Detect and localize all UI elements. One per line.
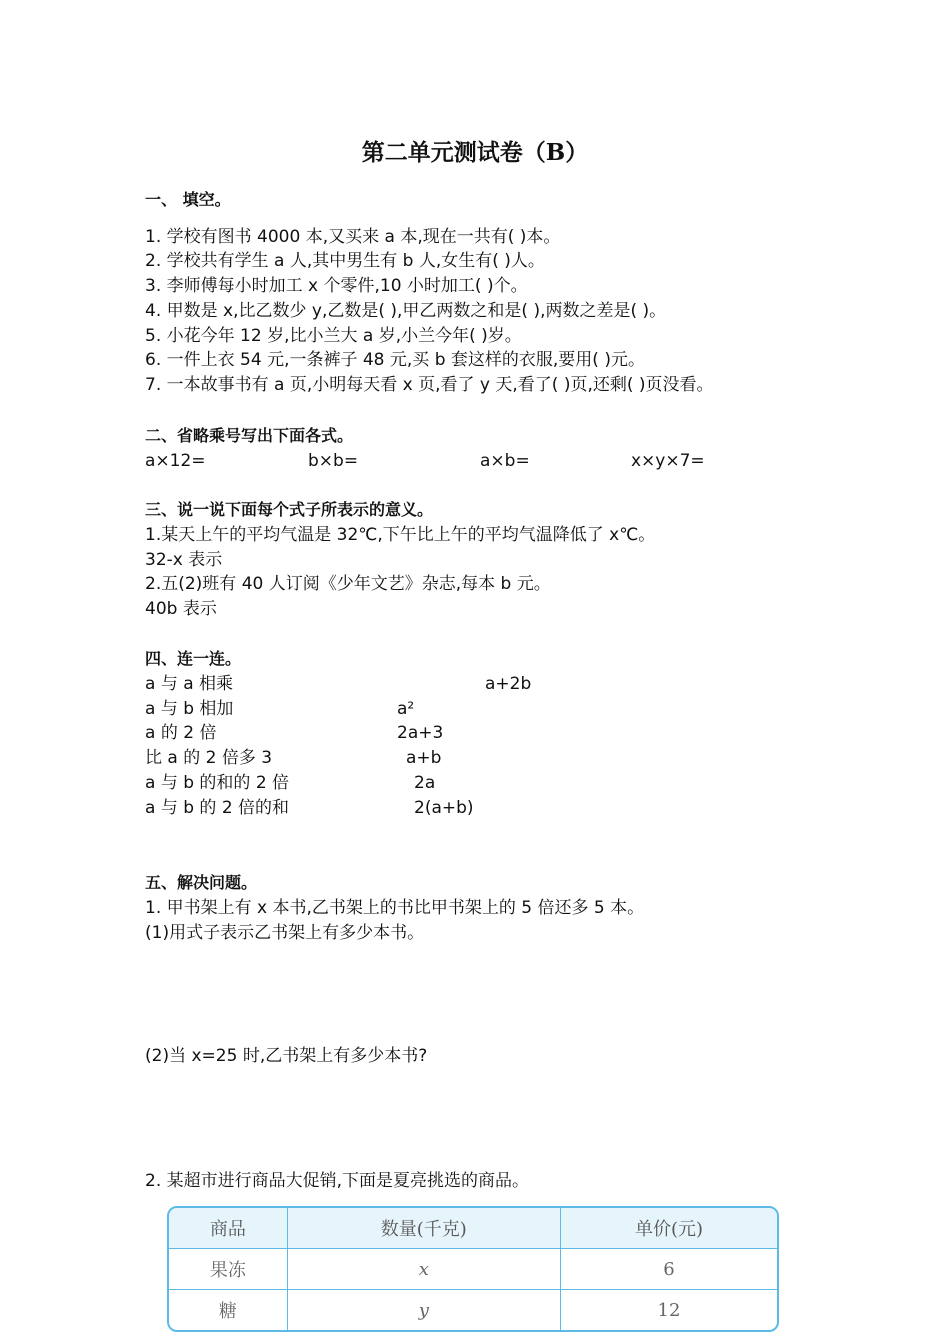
table-cell: 12: [657, 1299, 681, 1321]
meaning-q2-expr: 40b 表示: [145, 599, 217, 619]
section1-heading: 一、 填空。: [145, 190, 231, 209]
expr-3: a×b=: [480, 451, 530, 471]
match-left-2: a 与 b 相加: [145, 699, 234, 719]
goods-table: [167, 1206, 779, 1332]
meaning-q1-expr: 32-x 表示: [145, 550, 223, 570]
expr-2: b×b=: [308, 451, 359, 471]
table-cell: 6: [560, 1249, 777, 1290]
section3-heading: 三、说一说下面每个式子所表示的意义。: [145, 500, 434, 519]
page-title: 第二单元测试卷（B）: [361, 139, 589, 166]
section2-heading: 二、省略乘号写出下面各式。: [145, 426, 354, 445]
match-right-3: 2a+3: [397, 723, 444, 743]
section4-heading: 四、连一连。: [145, 649, 242, 668]
fill-item-2: 2. 学校共有学生 a 人,其中男生有 b 人,女生有( )人。: [145, 251, 545, 271]
problem-2: 2. 某超市进行商品大促销,下面是夏亮挑选的商品。: [145, 1171, 530, 1191]
fill-item-4: 4. 甲数是 x,比乙数少 y,乙数是( ),甲乙两数之和是( ),两数之差是( )。: [145, 301, 667, 321]
table-header: 商品: [169, 1208, 287, 1249]
expr-1: a×12=: [145, 451, 206, 471]
table-cell: 果冻: [169, 1249, 287, 1290]
match-left-1: a 与 a 相乘: [145, 674, 234, 694]
fill-item-7: 7. 一本故事书有 a 页,小明每天看 x 页,看了 y 天,看了( )页,还剩( )页没看。: [145, 375, 714, 395]
problem-1-part-1: (1)用式子表示乙书架上有多少本书。: [145, 923, 425, 943]
table-header-row: [169, 1208, 777, 1249]
table-header: 单价(元): [560, 1208, 777, 1249]
table-cell: 糖: [169, 1290, 287, 1330]
match-left-4: 比 a 的 2 倍多 3: [145, 748, 273, 768]
fill-item-1: 1. 学校有图书 4000 本,又买来 a 本,现在一共有( )本。: [145, 227, 561, 247]
table-row: [169, 1249, 777, 1290]
meaning-q1: 1.某天上午的平均气温是 32℃,下午比上午的平均气温降低了 x℃。: [145, 525, 656, 545]
table-cell: y: [287, 1290, 560, 1330]
match-left-6: a 与 b 的 2 倍的和: [145, 798, 290, 818]
match-right-6: 2(a+b): [414, 798, 474, 818]
section5-heading: 五、解决问题。: [145, 873, 258, 892]
table-cell: x: [287, 1249, 560, 1290]
match-right-2: a²: [397, 699, 415, 719]
fill-item-5: 5. 小花今年 12 岁,比小兰大 a 岁,小兰今年( )岁。: [145, 326, 522, 346]
match-right-1: a+2b: [485, 674, 532, 694]
match-left-5: a 与 b 的和的 2 倍: [145, 773, 290, 793]
table-header: 数量(千克): [287, 1208, 560, 1249]
table-row: [169, 1290, 777, 1330]
fill-item-3: 3. 李师傅每小时加工 x 个零件,10 小时加工( )个。: [145, 276, 528, 296]
match-left-3: a 的 2 倍: [145, 723, 217, 743]
match-right-5: 2a: [414, 773, 436, 793]
match-right-4: a+b: [406, 748, 442, 768]
expr-4: x×y×7=: [631, 451, 705, 471]
meaning-q2: 2.五(2)班有 40 人订阅《少年文艺》杂志,每本 b 元。: [145, 574, 551, 594]
fill-item-6: 6. 一件上衣 54 元,一条裤子 48 元,买 b 套这样的衣服,要用( )元。: [145, 350, 645, 370]
problem-1-part-2: (2)当 x=25 时,乙书架上有多少本书?: [145, 1046, 428, 1066]
problem-1: 1. 甲书架上有 x 本书,乙书架上的书比甲书架上的 5 倍还多 5 本。: [145, 898, 645, 918]
